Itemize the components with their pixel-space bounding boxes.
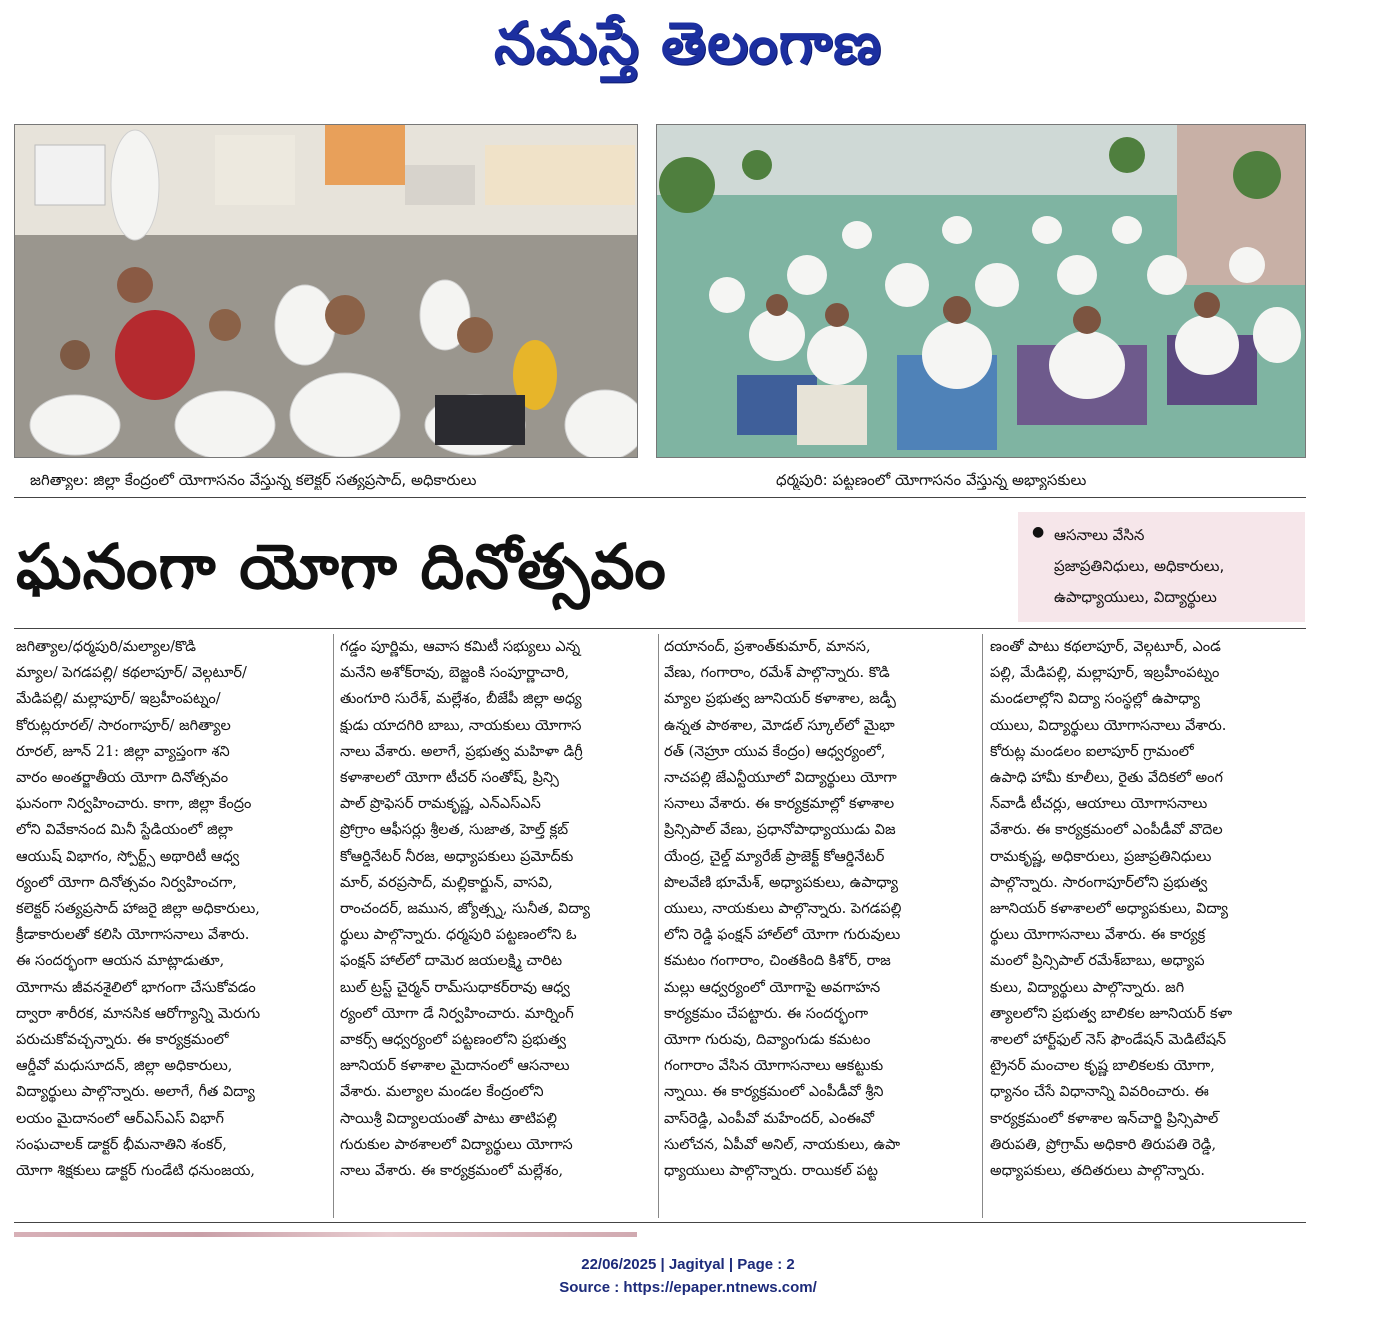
article-line: యోగా శిక్షకులు డాక్టర్ గుండేటి ధనుంజయ, (16, 1163, 255, 1180)
column-divider (982, 634, 983, 1218)
article-column-2 (340, 634, 650, 1218)
newspaper-masthead: నమస్తే తెలంగాణ (494, 9, 882, 77)
article-line: ఉన్నత పాఠశాల, మోడల్ స్కూల్‌లో మైభా (664, 717, 895, 734)
article-line: మ్యాల ప్రభుత్వ జూనియర్ కళాశాల, జడ్పీ (664, 691, 896, 708)
article-line: నాలు వేశారు. ఈ కార్యక్రమంలో మల్లేశం, (340, 1163, 564, 1180)
article-line: కలెక్టర్ సత్యప్రసాద్ హాజరై జిల్లా అధికారులు, (16, 901, 260, 918)
article-line: యేంద్ర, చైల్డ్ మ్యారేజ్ ప్రాజెక్ట్ కోఆర్డినేటర్ (664, 848, 885, 865)
article-column-4 (990, 634, 1300, 1218)
photo-caption-left: జగిత్యాల: జిల్లా కేంద్రంలో యోగాసనం వేస్తున్న కలెక్టర్ సత్యప్రసాద్, అధికారులు (30, 471, 477, 489)
article-bottom-rule (14, 1222, 1306, 1223)
article-line: యోగాను జీవనశైలిలో భాగంగా చేసుకోవడం (16, 979, 256, 996)
article-line: వేణు, గంగారాం, రమేశ్ పాల్గొన్నారు. కొడి (664, 665, 890, 682)
article-line: సాయిశ్రీ విద్యాలయంతో పాటు తాటిపల్లి (340, 1110, 558, 1127)
article-line: మ్యాల/ పెగడపల్లి/ కథలాపూర్/ వెల్గటూర్/ (16, 665, 247, 682)
article-line: నాలు వేశారు. అలాగే, ప్రభుత్వ మహిళా డిగ్రీ (340, 743, 583, 760)
article-line: మండలాల్లోని విద్యా సంస్థల్లో ఉపాధ్యా (990, 691, 1201, 708)
article-line: జూనియర్ కళాశాలలో అధ్యాపకులు, విద్యా (990, 901, 1229, 918)
article-line: కమటం గంగారాం, చింతకింది కిశోర్, రాజ (664, 953, 891, 970)
article-line: సులోచన, ఏపీవో అనిల్, నాయకులు, ఉపా (664, 1136, 901, 1153)
column-divider (333, 634, 334, 1218)
article-line: పొలవేణి భూమేశ్, అధ్యాపకులు, ఉపాధ్యా (664, 874, 899, 891)
article-line: మంలో ప్రిన్సిపాల్ రమేశ్‌బాబు, అధ్యాప (990, 953, 1205, 970)
article-line: క్రీడాకారులతో కలిసి యోగాసనాలు వేశారు. (16, 927, 250, 944)
bullet-icon: ● (1032, 524, 1045, 540)
article-line: రూరల్, జూన్ 21: జిల్లా వ్యాప్తంగా శని (16, 743, 230, 760)
highlight-box (1018, 512, 1305, 622)
article-line: ఆర్డీవో మధుసూదన్, జిల్లా అధికారులు, (16, 1058, 233, 1075)
article-line: ర్థులు యోగాసనాలు వేశారు. ఈ కార్యక్ర (990, 927, 1206, 944)
article-line: తుంగూరి సురేశ్, మల్లేశం, బీజేపీ జిల్లా అధ్య (340, 691, 582, 708)
article-line: గంగారాం వేసిన యోగాసనాలు ఆకట్టుకు (664, 1058, 884, 1075)
article-line: లోని రెడ్డి ఫంక్షన్ హాల్‌లో యోగా గురువులు (664, 927, 901, 944)
article-line: రత్ (నెహ్రూ యువ కేంద్రం) ఆధ్వర్యంలో, (664, 743, 886, 760)
photo-caption-right: ధర్మపురి: పట్టణంలో యోగాసనం వేస్తున్న అభ్యాసకులు (776, 471, 1087, 489)
article-line: సనాలు వేశారు. ఈ కార్యక్రమాల్లో కళాశాల (664, 796, 895, 813)
article-line: ర్యంలో యోగా డే నిర్వహించారు. మార్నింగ్ (340, 1005, 574, 1022)
article-line: ధ్యానం చేసే విధానాన్ని వివరించారు. ఈ (990, 1084, 1209, 1101)
article-line: పాల్ ప్రొఫెసర్ రామకృష్ణ, ఎన్‌ఎస్‌ఎస్ (340, 796, 541, 813)
article-line: బుల్ ట్రస్ట్ చైర్మన్ రామ్‌సుధాకర్‌రావు ఆధ్వ (340, 979, 570, 996)
article-column-3 (664, 634, 974, 1218)
article-line: కోఆర్డినేటర్ నీరజ, అధ్యాపకులు ప్రమోద్‌కు (340, 848, 574, 865)
article-line: అధ్యాపకులు, తదితరులు పాల్గొన్నారు. (990, 1163, 1205, 1180)
article-line: మార్, వరప్రసాద్, మల్లికార్జున్, వాసవి, (340, 874, 553, 891)
article-line: గడ్డం పూర్ణిమ, ఆవాస కమిటీ సభ్యులు ఎన్న (340, 639, 581, 655)
article-line: క్షుడు యాదగిరి బాబు, నాయకులు యోగాస (340, 717, 582, 734)
article-line: కోరుట్లరూరల్/ సారంగాపూర్/ జగిత్యాల (16, 717, 231, 734)
footer-date-page: 22/06/2025 | Jagityal | Page : 2 (581, 1256, 795, 1273)
article-line: ధ్యాయులు పాల్గొన్నారు. రాయికల్ పట్ట (664, 1163, 878, 1180)
article-line: న్నాయి. ఈ కార్యక్రమంలో ఎంపీడీవో శ్రీని (664, 1084, 884, 1101)
article-line: ట్రైనర్ మంచాల కృష్ణ బాలికలకు యోగా, (990, 1058, 1215, 1075)
article-line: పల్లి, మేడిపల్లి, మల్లాపూర్, ఇబ్రహీంపట్నం (990, 665, 1220, 682)
article-line: పరుచుకోవచ్చన్నారు. ఈ కార్యక్రమంలో (16, 1032, 229, 1049)
article-line: ఘనంగా నిర్వహించారు. కాగా, జిల్లా కేంద్రం (16, 796, 252, 813)
article-line: పాల్గొన్నారు. సారంగాపూర్‌లోని ప్రభుత్వ (990, 874, 1208, 891)
article-line: గురుకుల పాఠశాలలో విద్యార్థులు యోగాస (340, 1136, 573, 1153)
article-line: కార్యక్రమం చేపట్టారు. ఈ సందర్భంగా (664, 1005, 869, 1022)
article-line: ణంతో పాటు కథలాపూర్, వెల్గటూర్, ఎండ (990, 639, 1221, 655)
article-line: శాలలో హార్ట్‌ఫుల్ నెస్ ఫౌండేషన్ మెడిటేషన్ (990, 1032, 1227, 1049)
article-line: లోని వివేకానంద మినీ స్టేడియంలో జిల్లా (16, 822, 233, 839)
article-line: ఉపాధి హామీ కూలీలు, రైతు వేదికలో అంగ (990, 770, 1223, 787)
highlight-line: ఉపాధ్యాయులు, విద్యార్థులు (1054, 588, 1217, 606)
article-line: వేశారు. ఈ కార్యక్రమంలో ఎంపీడీవో వొదెల (990, 822, 1223, 839)
photo-dharmapuri-yoga (656, 124, 1306, 458)
article-line: యులు, నాయకులు పాల్గొన్నారు. పెగడపల్లి (664, 901, 902, 918)
article-line: సంఘచాలక్ డాక్టర్ భీమనాతిని శంకర్, (16, 1136, 227, 1153)
article-column-1 (16, 634, 326, 1218)
article-line: విద్యార్థులు పాల్గొన్నారు. అలాగే, గీత విద్యా (16, 1084, 255, 1101)
highlight-line: ఆసనాలు వేసిన (1054, 526, 1145, 544)
article-line: కళాశాలలో యోగా టీచర్ సంతోష్, ప్రిన్సి (340, 770, 559, 787)
footer-source: Source : https://epaper.ntnews.com/ (559, 1279, 817, 1296)
article-line: మేడిపల్లి/ మల్లాపూర్/ ఇబ్రహీంపట్నం/ (16, 691, 221, 708)
article-line: మనేని అశోక్‌రావు, బెజ్జంకి సంపూర్ణాచారి, (340, 665, 570, 682)
article-line: వాస్‌రెడ్డి, ఎంపీవో మహేందర్, ఎంఈవో (664, 1110, 874, 1127)
article-line: వారం అంతర్జాతీయ యోగా దినోత్సవం (16, 770, 229, 787)
headline: ఘనంగా యోగా దినోత్సవం (16, 530, 667, 603)
article-line: జూనియర్ కళాశాల మైదానంలో ఆసనాలు (340, 1058, 570, 1075)
article-line: ప్రిన్సిపాల్ వేణు, ప్రధానోపాధ్యాయుడు విజ (664, 822, 896, 839)
article-line: ప్రోగ్రాం ఆఫీసర్లు శ్రీలత, సుజాత, హెల్త్ క్లబ్ (340, 822, 569, 839)
article-line: ఈ సందర్భంగా ఆయన మాట్లాడుతూ, (16, 953, 225, 970)
article-line: దయానంద్, ప్రశాంత్‌కుమార్, మానస, (664, 639, 871, 655)
column-divider (658, 634, 659, 1218)
article-line: లయం మైదానంలో ఆర్‌ఎస్‌ఎస్ విభాగ్ (16, 1110, 224, 1127)
article-line: ద్వారా శారీరక, మానసిక ఆరోగ్యాన్ని మెరుగు (16, 1005, 261, 1022)
article-line: యోగా గురువు, దివ్యాంగుడు కమటం (664, 1032, 871, 1049)
headline-divider (14, 628, 1306, 629)
advertisement-strip (14, 1232, 637, 1237)
article-line: న్‌వాడీ టీచర్లు, ఆయాలు యోగాసనాలు (990, 796, 1208, 813)
highlight-line: ప్రజాప్రతినిధులు, అధికారులు, (1054, 557, 1225, 575)
photo-jagityal-yoga (14, 124, 638, 458)
article-line: వాకర్స్ ఆధ్వర్యంలో పట్టణంలోని ప్రభుత్వ (340, 1032, 567, 1049)
caption-divider (14, 497, 1306, 498)
article-line: ర్యంలో యోగా దినోత్సవం నిర్వహించగా, (16, 874, 237, 891)
article-line: మల్లు ఆధ్వర్యంలో యోగాపై అవగాహన (664, 979, 881, 996)
article-line: ఆయుష్ విభాగం, స్పోర్ట్స్ అథారిటీ ఆధ్వ (16, 848, 240, 865)
article-line: తిరుపతి, ప్రోగ్రామ్ అధికారి తిరుపతి రెడ్డి, (990, 1136, 1217, 1153)
article-line: కులు, విద్యార్థులు పాల్గొన్నారు. జగి (990, 979, 1185, 996)
article-line: కోరుట్ల మండలం ఐలాపూర్ గ్రామంలో (990, 743, 1194, 760)
article-line: వేశారు. మల్యాల మండల కేంద్రంలోని (340, 1084, 544, 1101)
article-line: నాచపల్లి జేఎన్టీయూలో విద్యార్థులు యోగా (664, 770, 897, 787)
article-line: జగిత్యాల/ధర్మపురి/మల్యాల/కొడి (16, 639, 197, 655)
article-line: ఫంక్షన్ హాల్‌లో దామెర జయలక్ష్మి చారిట (340, 953, 563, 970)
article-line: రాంచందర్, జమున, జ్యోత్స్న, సునీత, విద్యా (340, 901, 591, 918)
article-line: యులు, విద్యార్థులు యోగాసనాలు వేశారు. (990, 717, 1227, 734)
article-line: త్యాలలోని ప్రభుత్వ బాలికల జూనియర్ కళా (990, 1005, 1233, 1022)
article-line: ర్థులు పాల్గొన్నారు. ధర్మపురి పట్టణంలోని ఓ (340, 927, 577, 944)
article-line: కార్యక్రమంలో కళాశాల ఇన్‌చార్జి ప్రిన్సిపాల్ (990, 1110, 1219, 1127)
article-line: రామకృష్ణ, అధికారులు, ప్రజాప్రతినిధులు (990, 848, 1212, 865)
